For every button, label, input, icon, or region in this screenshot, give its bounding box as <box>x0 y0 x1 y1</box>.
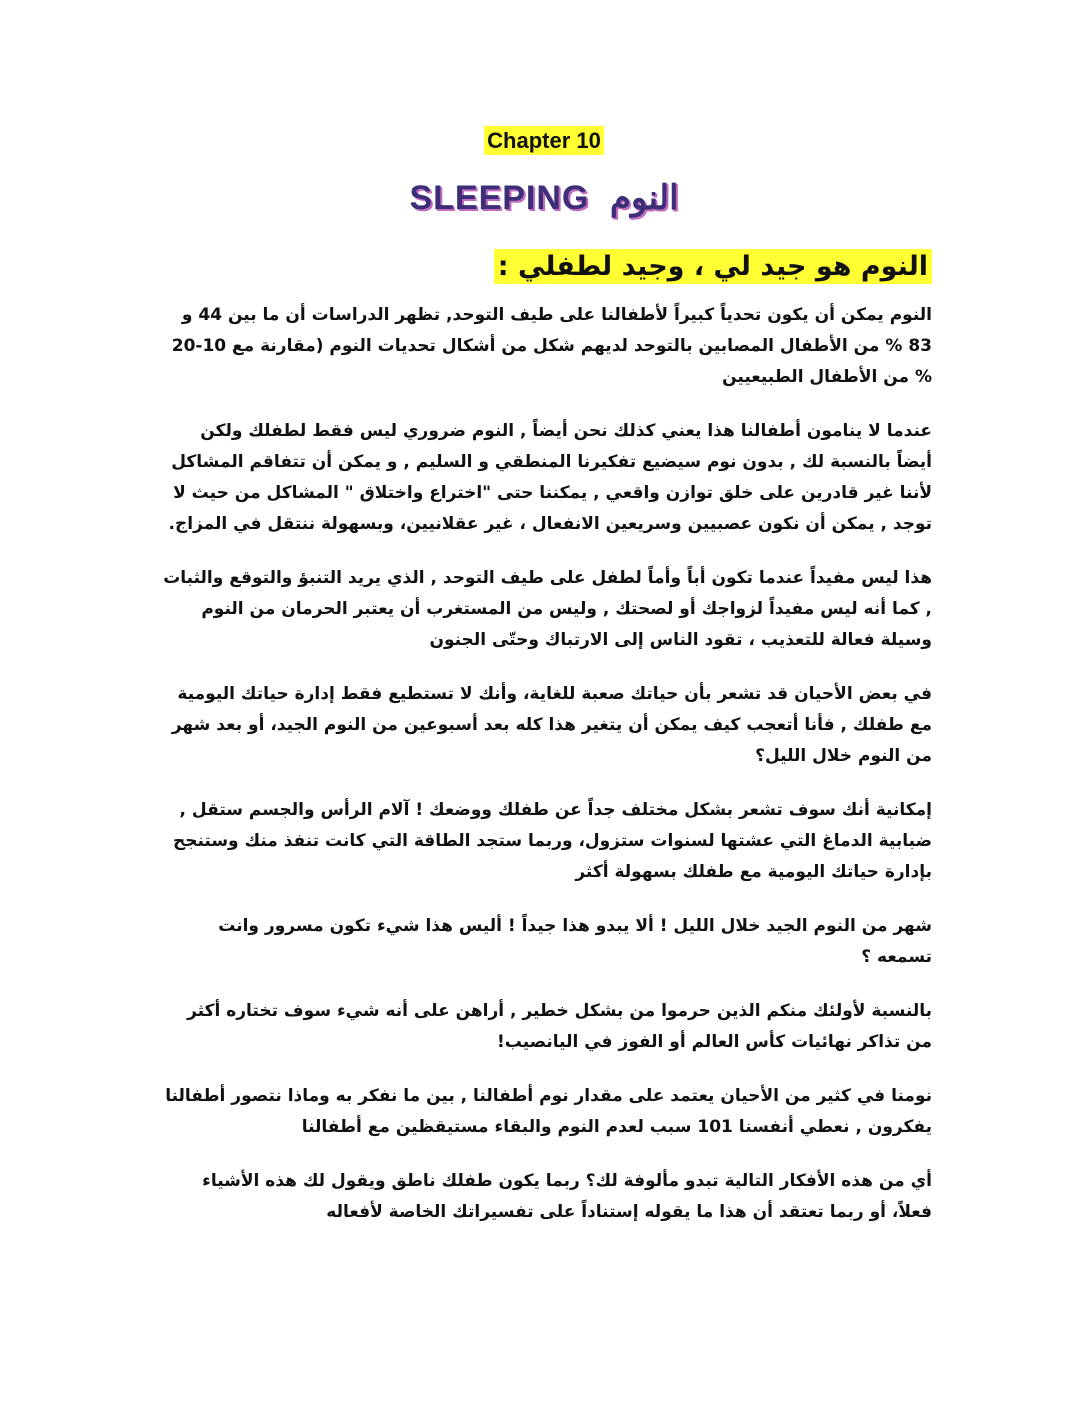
section-heading <box>494 245 932 289</box>
paragraph-7: بالنسبة لأولئك منكم الذين حرموا من بشكل خطير , أراهن على أنه شيء سوف تختاره أكثر من تذاكر نهائيات كأس العالم أو الفوز في اليانصيب! <box>187 1001 932 1052</box>
chapter-label <box>0 128 1088 154</box>
chapter-title-ar: النوم <box>609 179 679 217</box>
paragraph-8: نومنا في كثير من الأحيان يعتمد على مقدار نوم أطفالنا , بين ما نفكر به وماذا نتصور أطفالنا يفكرون , نعطي أنفسنا 101 سبب لعدم النوم والبقاء مستيقظين مع أطفالنا <box>165 1086 932 1137</box>
chapter-title <box>0 178 1088 218</box>
paragraph-2: عندما لا ينامون أطفالنا هذا يعني كذلك نحن أيضاً , النوم ضروري ليس فقط لطفلك ولكن أيضاً بالنسبة لك , بدون نوم سيضيع تفكيرنا المنطقي و السليم , و يمكن أن تتفاقم المشاكل لأننا غير قادرين على خلق توازن واقعي , يمكننا حتى "اختراع واختلاق " المشاكل من حيث لا توجد , يمكن أن نكون عصبيين وسريعين الانفعال ، غير عقلانيين، وبسهولة ننتقل في المزاج. <box>168 421 932 534</box>
paragraph-6: شهر من النوم الجيد خلال الليل ! ألا يبدو هذا جيداً ! أليس هذا شيء تكون مسرور وانت تسمعه ؟ <box>218 916 932 967</box>
paragraph-5: إمكانية أنك سوف تشعر بشكل مختلف جداً عن طفلك ووضعك ! آلام الرأس والجسم ستقل , ضبابية الدماغ التي عشتها لسنوات ستزول، وربما ستجد الطاقة التي كانت تنفذ منك وستنجح بإدارة حياتك اليومية مع طفلك بسهولة أكثر <box>172 800 932 882</box>
body-text <box>162 300 932 1251</box>
paragraph-9: أي من هذه الأفكار التالية تبدو مألوفة لك؟ ربما يكون طفلك ناطق ويقول لك هذه الأشياء فعلاً، أو ربما تعتقد أن هذا ما يقوله إستناداً على تفسيراتك الخاصة لأفعاله <box>202 1171 932 1222</box>
section-heading-text: النوم هو جيد لي ، وجيد لطفلي : <box>494 249 932 284</box>
chapter-title-en: SLEEPING <box>409 179 590 217</box>
paragraph-1: النوم يمكن أن يكون تحدياً كبيراً لأطفالنا على طيف التوحد, تظهر الدراسات أن ما بين 44 و 83 % من الأطفال المصابين بالتوحد لديهم شكل من أشكال تحديات النوم (مقارنة مع 10-20 % من الأطفال الطبيعيين <box>171 305 932 387</box>
paragraph-3: هذا ليس مفيداً عندما تكون أباً وأماً لطفل على طيف التوحد , الذي يريد التنبؤ والتوقع والثبات , كما أنه ليس مفيداً لزواجك أو لصحتك , وليس من المستغرب أن يعتبر الحرمان من النوم وسيلة فعالة للتعذيب ، تقود الناس إلى الارتباك وحتّى الجنون <box>163 568 932 650</box>
chapter-label-text: Chapter 10 <box>484 126 604 155</box>
paragraph-4: في بعض الأحيان قد تشعر بأن حياتك صعبة للغاية، وأنك لا تستطيع فقط إدارة حياتك اليومية مع طفلك , فأنا أتعجب كيف يمكن أن يتغير هذا كله بعد أسبوعين من النوم الجيد، أو بعد شهر من النوم خلال الليل؟ <box>171 684 932 766</box>
